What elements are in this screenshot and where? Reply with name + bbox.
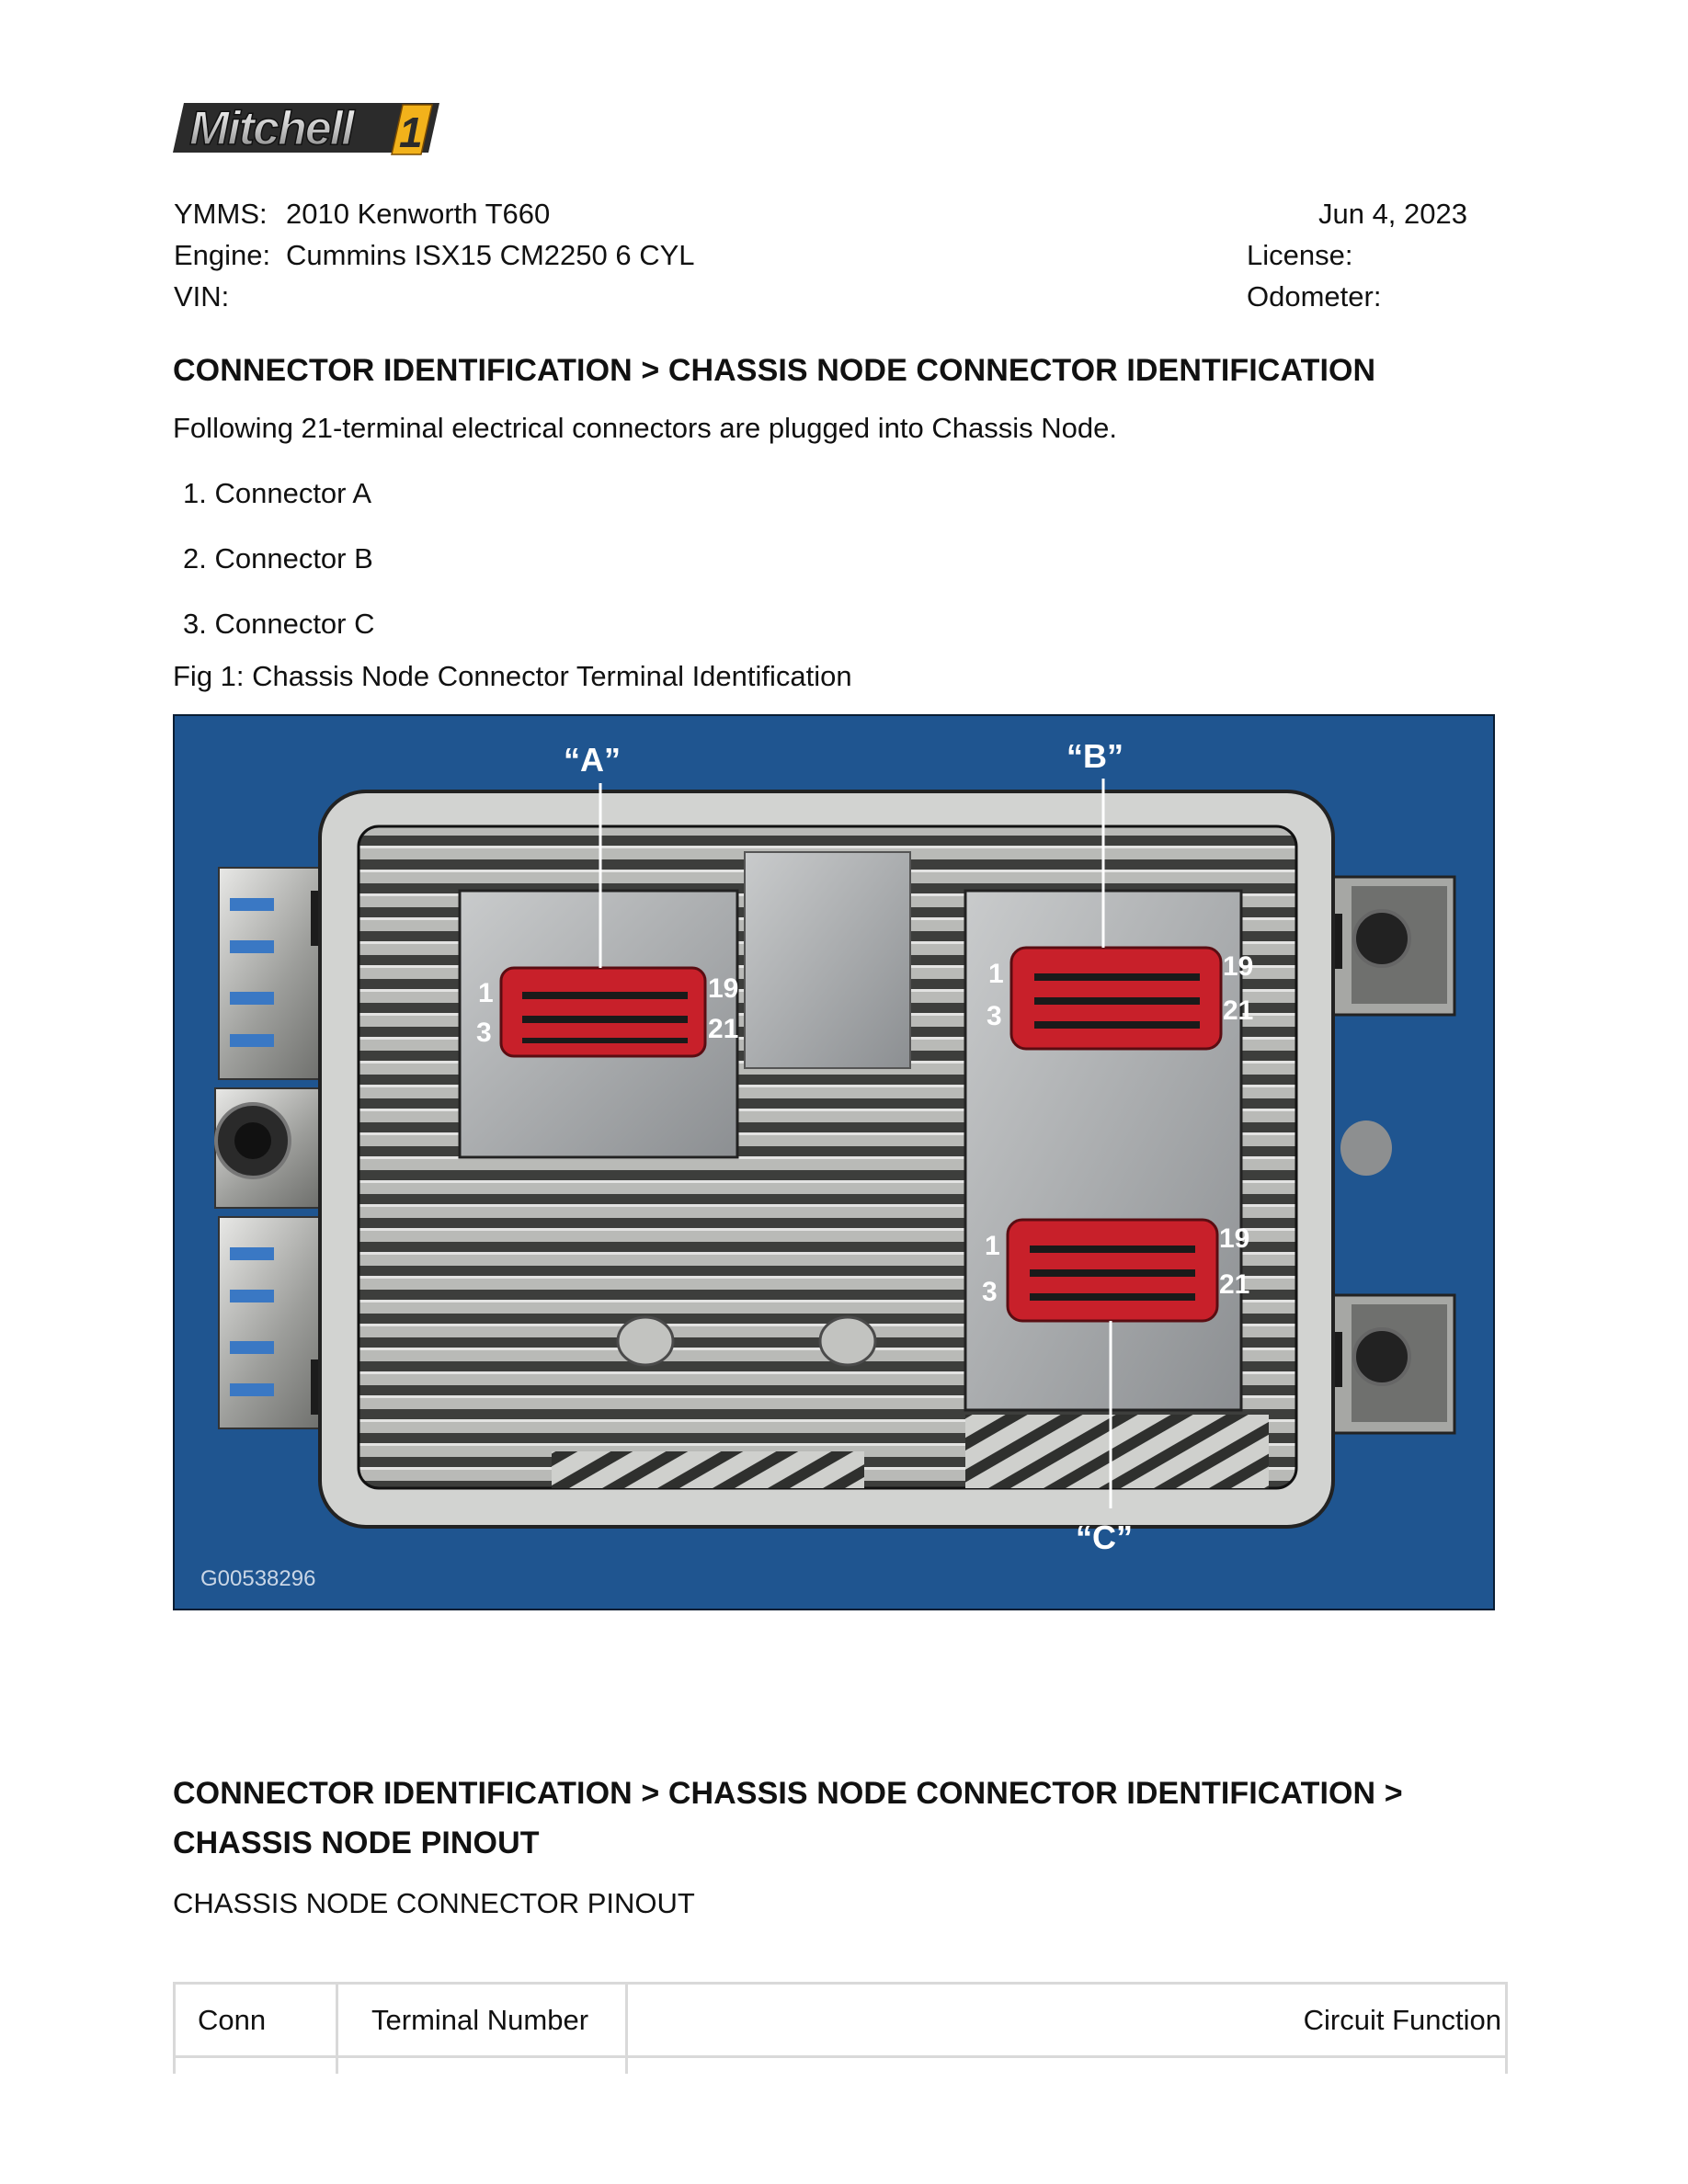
ymms-label: YMMS: [174, 198, 268, 230]
pin-label-b-1: 1 [988, 959, 1004, 989]
table-header-row [175, 1984, 1507, 2057]
pin-label-c-1: 1 [985, 1231, 1000, 1261]
pin-label-a-1: 1 [478, 978, 494, 1008]
report-date: Jun 4, 2023 [1317, 198, 1467, 230]
pin-label-c-3: 3 [982, 1277, 998, 1307]
connector-a [501, 968, 705, 1056]
pin-label-b-3: 3 [987, 1001, 1002, 1031]
pin-label-b-21: 21 [1223, 995, 1254, 1026]
section-heading-pinout-line1: CONNECTOR IDENTIFICATION > CHASSIS NODE CONNECTOR IDENTIFICATION > [173, 1776, 1403, 1811]
chassis-node-figure [173, 714, 1495, 1610]
table-row [175, 2057, 1507, 2075]
section-heading-identification: CONNECTOR IDENTIFICATION > CHASSIS NODE CONNECTOR IDENTIFICATION [173, 353, 1376, 388]
chassis-node-illustration [175, 716, 1493, 1609]
engine-value: Cummins ISX15 CM2250 6 CYL [286, 239, 695, 271]
report-info [1247, 193, 1467, 317]
pinout-subtitle: CHASSIS NODE CONNECTOR PINOUT [173, 1887, 695, 1919]
label-c: “C” [1076, 1519, 1133, 1556]
odometer-label: Odometer: [1247, 280, 1382, 313]
connector-b [1011, 948, 1221, 1049]
pin-label-b-19: 19 [1223, 951, 1254, 982]
vehicle-info [174, 193, 695, 317]
svg-text:Mitchell: Mitchell [189, 102, 353, 155]
pin-label-a-19: 19 [708, 973, 739, 1004]
list-item-connector-c: 3. Connector C [183, 608, 375, 640]
header-conn: Conn [175, 1984, 337, 2057]
list-item-connector-b: 2. Connector B [183, 542, 373, 574]
connector-c [1008, 1220, 1217, 1321]
label-b: “B” [1066, 737, 1123, 775]
license-label: License: [1247, 239, 1353, 271]
right-nub [1340, 1120, 1392, 1176]
pin-label-c-21: 21 [1219, 1269, 1250, 1300]
pin-label-a-21: 21 [708, 1014, 739, 1044]
engine-label: Engine: [174, 239, 271, 271]
label-a: “A” [564, 741, 621, 779]
pinout-table [173, 1982, 1508, 2074]
svg-text:1: 1 [399, 108, 423, 156]
header-circuit-function: Circuit Function [627, 1984, 1507, 2057]
mitchell1-logo [171, 96, 447, 162]
list-item-connector-a: 1. Connector A [183, 477, 372, 509]
engine-row [174, 234, 695, 276]
header-terminal-number: Terminal Number [337, 1984, 627, 2057]
intro-text: Following 21-terminal electrical connectors are plugged into Chassis Node. [173, 412, 1117, 444]
vin-row [174, 276, 695, 317]
section-heading-pinout-line2: CHASSIS NODE PINOUT [173, 1826, 540, 1860]
ymms-value: 2010 Kenworth T660 [286, 198, 551, 230]
pinout-table-wrapper [173, 1982, 1508, 2074]
graphic-id: G00538296 [200, 1566, 316, 1591]
figure-caption: Fig 1: Chassis Node Connector Terminal Identification [173, 660, 852, 692]
pin-label-a-3: 3 [476, 1018, 492, 1048]
vin-label: VIN: [174, 280, 230, 313]
pin-label-c-19: 19 [1219, 1223, 1250, 1254]
ymms-row [174, 193, 695, 234]
